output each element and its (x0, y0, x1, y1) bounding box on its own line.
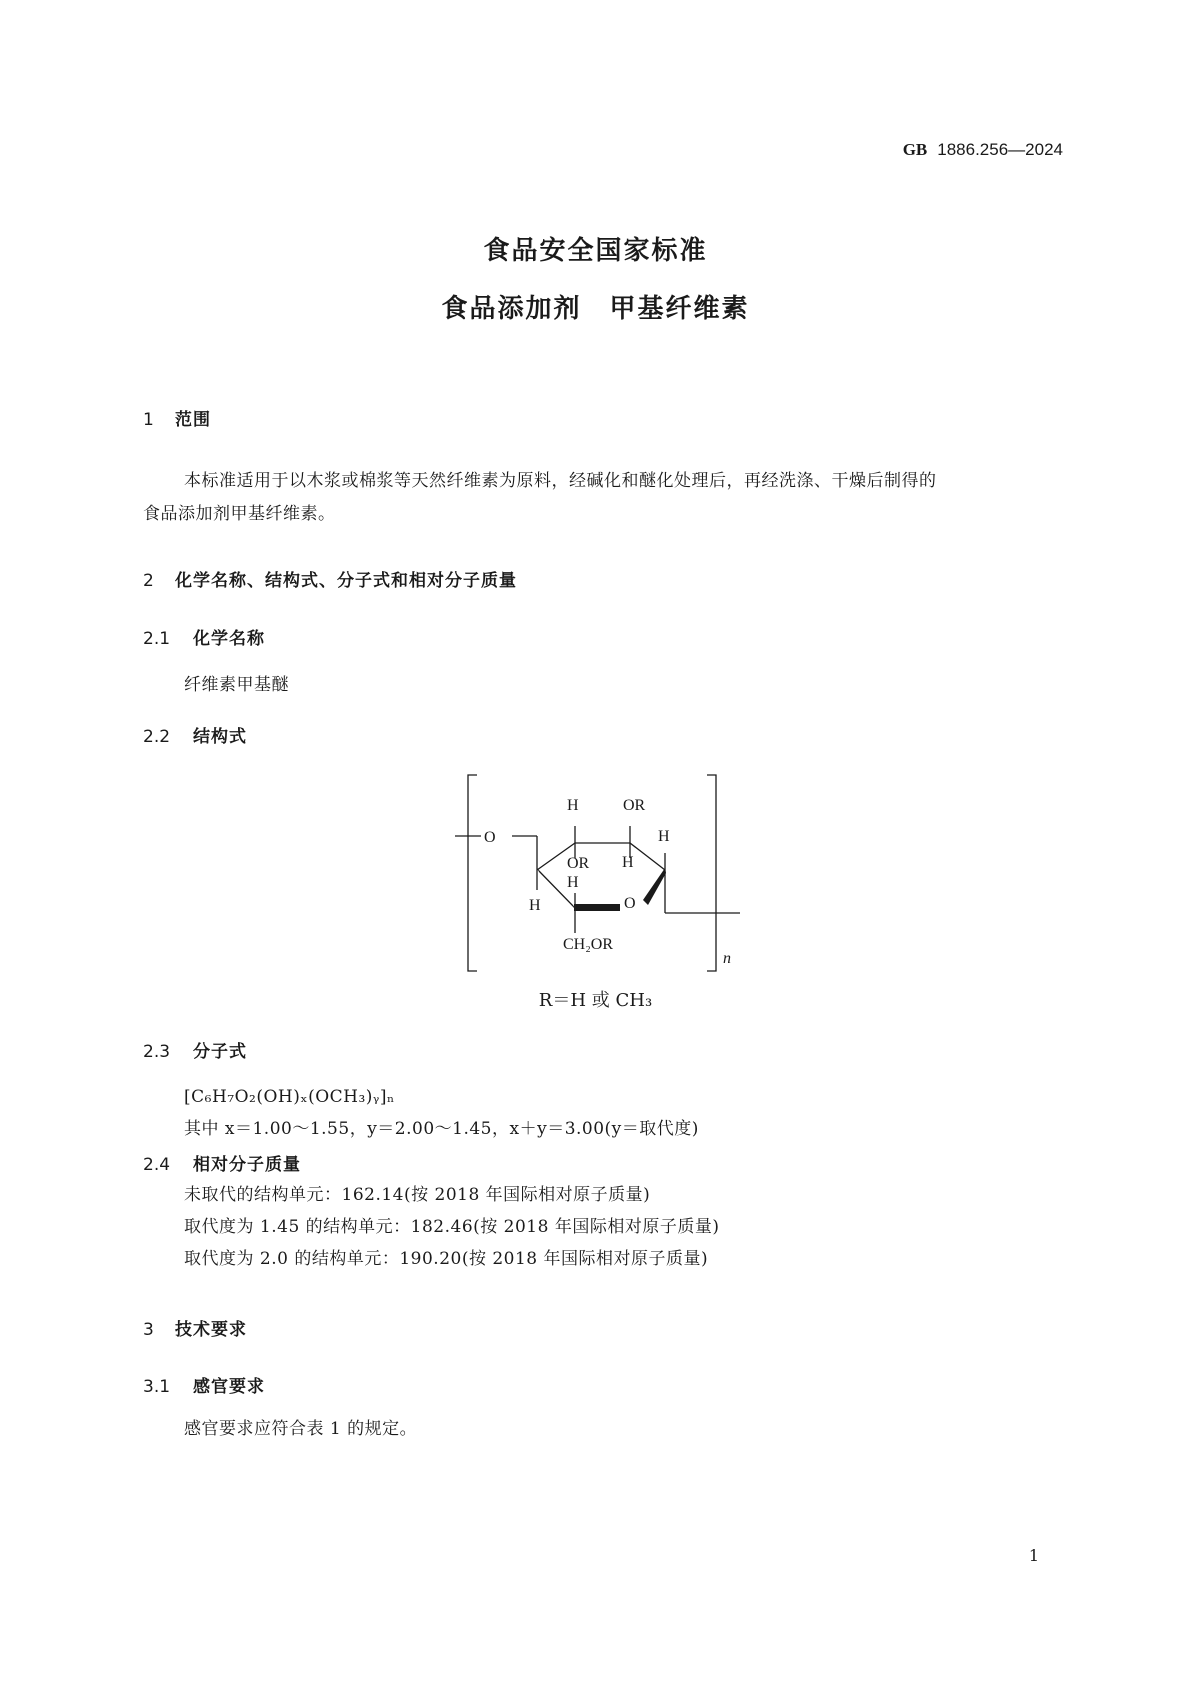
subsection-2-4-heading (143, 1150, 301, 1175)
substitution-note: 其中 x＝1.00～1.55，y＝2.00～1.45，x＋y＝3.00(y＝取代度) (184, 1119, 699, 1139)
atom-label-o: O (624, 895, 636, 912)
subsection-number: 3.1 (143, 1377, 171, 1397)
subsection-title: 分子式 (193, 1042, 247, 1062)
subsection-title: 结构式 (193, 727, 247, 747)
structural-formula-diagram (455, 763, 755, 983)
document-title-line2: 食品添加剂 甲基纤维素 (441, 294, 750, 324)
section-number: 2 (143, 571, 154, 591)
section-number: 3 (143, 1320, 154, 1340)
subsection-2-3-heading (143, 1037, 247, 1062)
section-1-heading (143, 405, 211, 430)
section-title: 范围 (175, 410, 211, 430)
subsection-2-2-heading (143, 722, 247, 747)
atom-label-h: H (567, 797, 579, 814)
section-1-paragraph-line1: 本标准适用于以木浆或棉浆等天然纤维素为原料，经碱化和醚化处理后，再经洗涤、干燥后制得的 (184, 471, 937, 491)
subsection-title: 感官要求 (193, 1377, 265, 1397)
atom-label-o: O (484, 829, 496, 846)
standard-code (903, 140, 1063, 160)
subsection-number: 2.3 (143, 1042, 171, 1062)
sensory-requirement-text: 感官要求应符合表 1 的规定。 (184, 1419, 418, 1439)
molecular-mass-line-2: 取代度为 1.45 的结构单元：182.46(按 2018 年国际相对原子质量) (184, 1217, 720, 1237)
subsection-number: 2.1 (143, 629, 171, 649)
standard-prefix: GB (902, 140, 928, 159)
page-number: 1 (1028, 1546, 1039, 1565)
section-2-heading (143, 566, 517, 591)
subsection-number: 2.2 (143, 727, 171, 747)
subsection-title: 相对分子质量 (193, 1155, 301, 1175)
repeat-unit-n: n (723, 950, 731, 967)
molecular-formula: [C₆H₇O₂(OH)ₓ(OCH₃)ᵧ]ₙ (184, 1087, 395, 1107)
right-bracket (707, 775, 716, 971)
section-3-heading (143, 1315, 247, 1340)
document-title-line1: 食品安全国家标准 (483, 236, 708, 266)
section-1-paragraph-line2: 食品添加剂甲基纤维素。 (143, 504, 336, 524)
section-title: 化学名称、结构式、分子式和相对分子质量 (175, 571, 517, 591)
section-title: 技术要求 (175, 1320, 247, 1340)
subsection-2-1-heading (143, 624, 265, 649)
subsection-title: 化学名称 (193, 629, 265, 649)
molecular-mass-line-1: 未取代的结构单元：162.14(按 2018 年国际相对原子质量) (184, 1185, 651, 1205)
standard-number: 1886.256—2024 (937, 140, 1063, 159)
subsection-number: 2.4 (143, 1155, 171, 1175)
wedge-bond-bottom (574, 904, 620, 911)
atom-label-h: H (529, 897, 541, 914)
atom-label-or: OR (623, 797, 646, 814)
wedge-bond-right (643, 868, 666, 905)
left-bracket (468, 775, 477, 971)
atom-label-or: OR (567, 855, 590, 872)
atom-label-h: H (622, 854, 634, 871)
ring-bond (630, 843, 665, 870)
section-number: 1 (143, 410, 154, 430)
r-group-definition: R＝H 或 CH₃ (538, 990, 653, 1011)
atom-label-h: H (658, 828, 670, 845)
subsection-3-1-heading (143, 1372, 265, 1397)
atom-label-h: H (567, 874, 579, 891)
atom-label-ch2or: CH₂OR (563, 936, 614, 953)
molecular-mass-line-3: 取代度为 2.0 的结构单元：190.20(按 2018 年国际相对原子质量) (184, 1249, 709, 1269)
chemical-name: 纤维素甲基醚 (184, 675, 289, 695)
